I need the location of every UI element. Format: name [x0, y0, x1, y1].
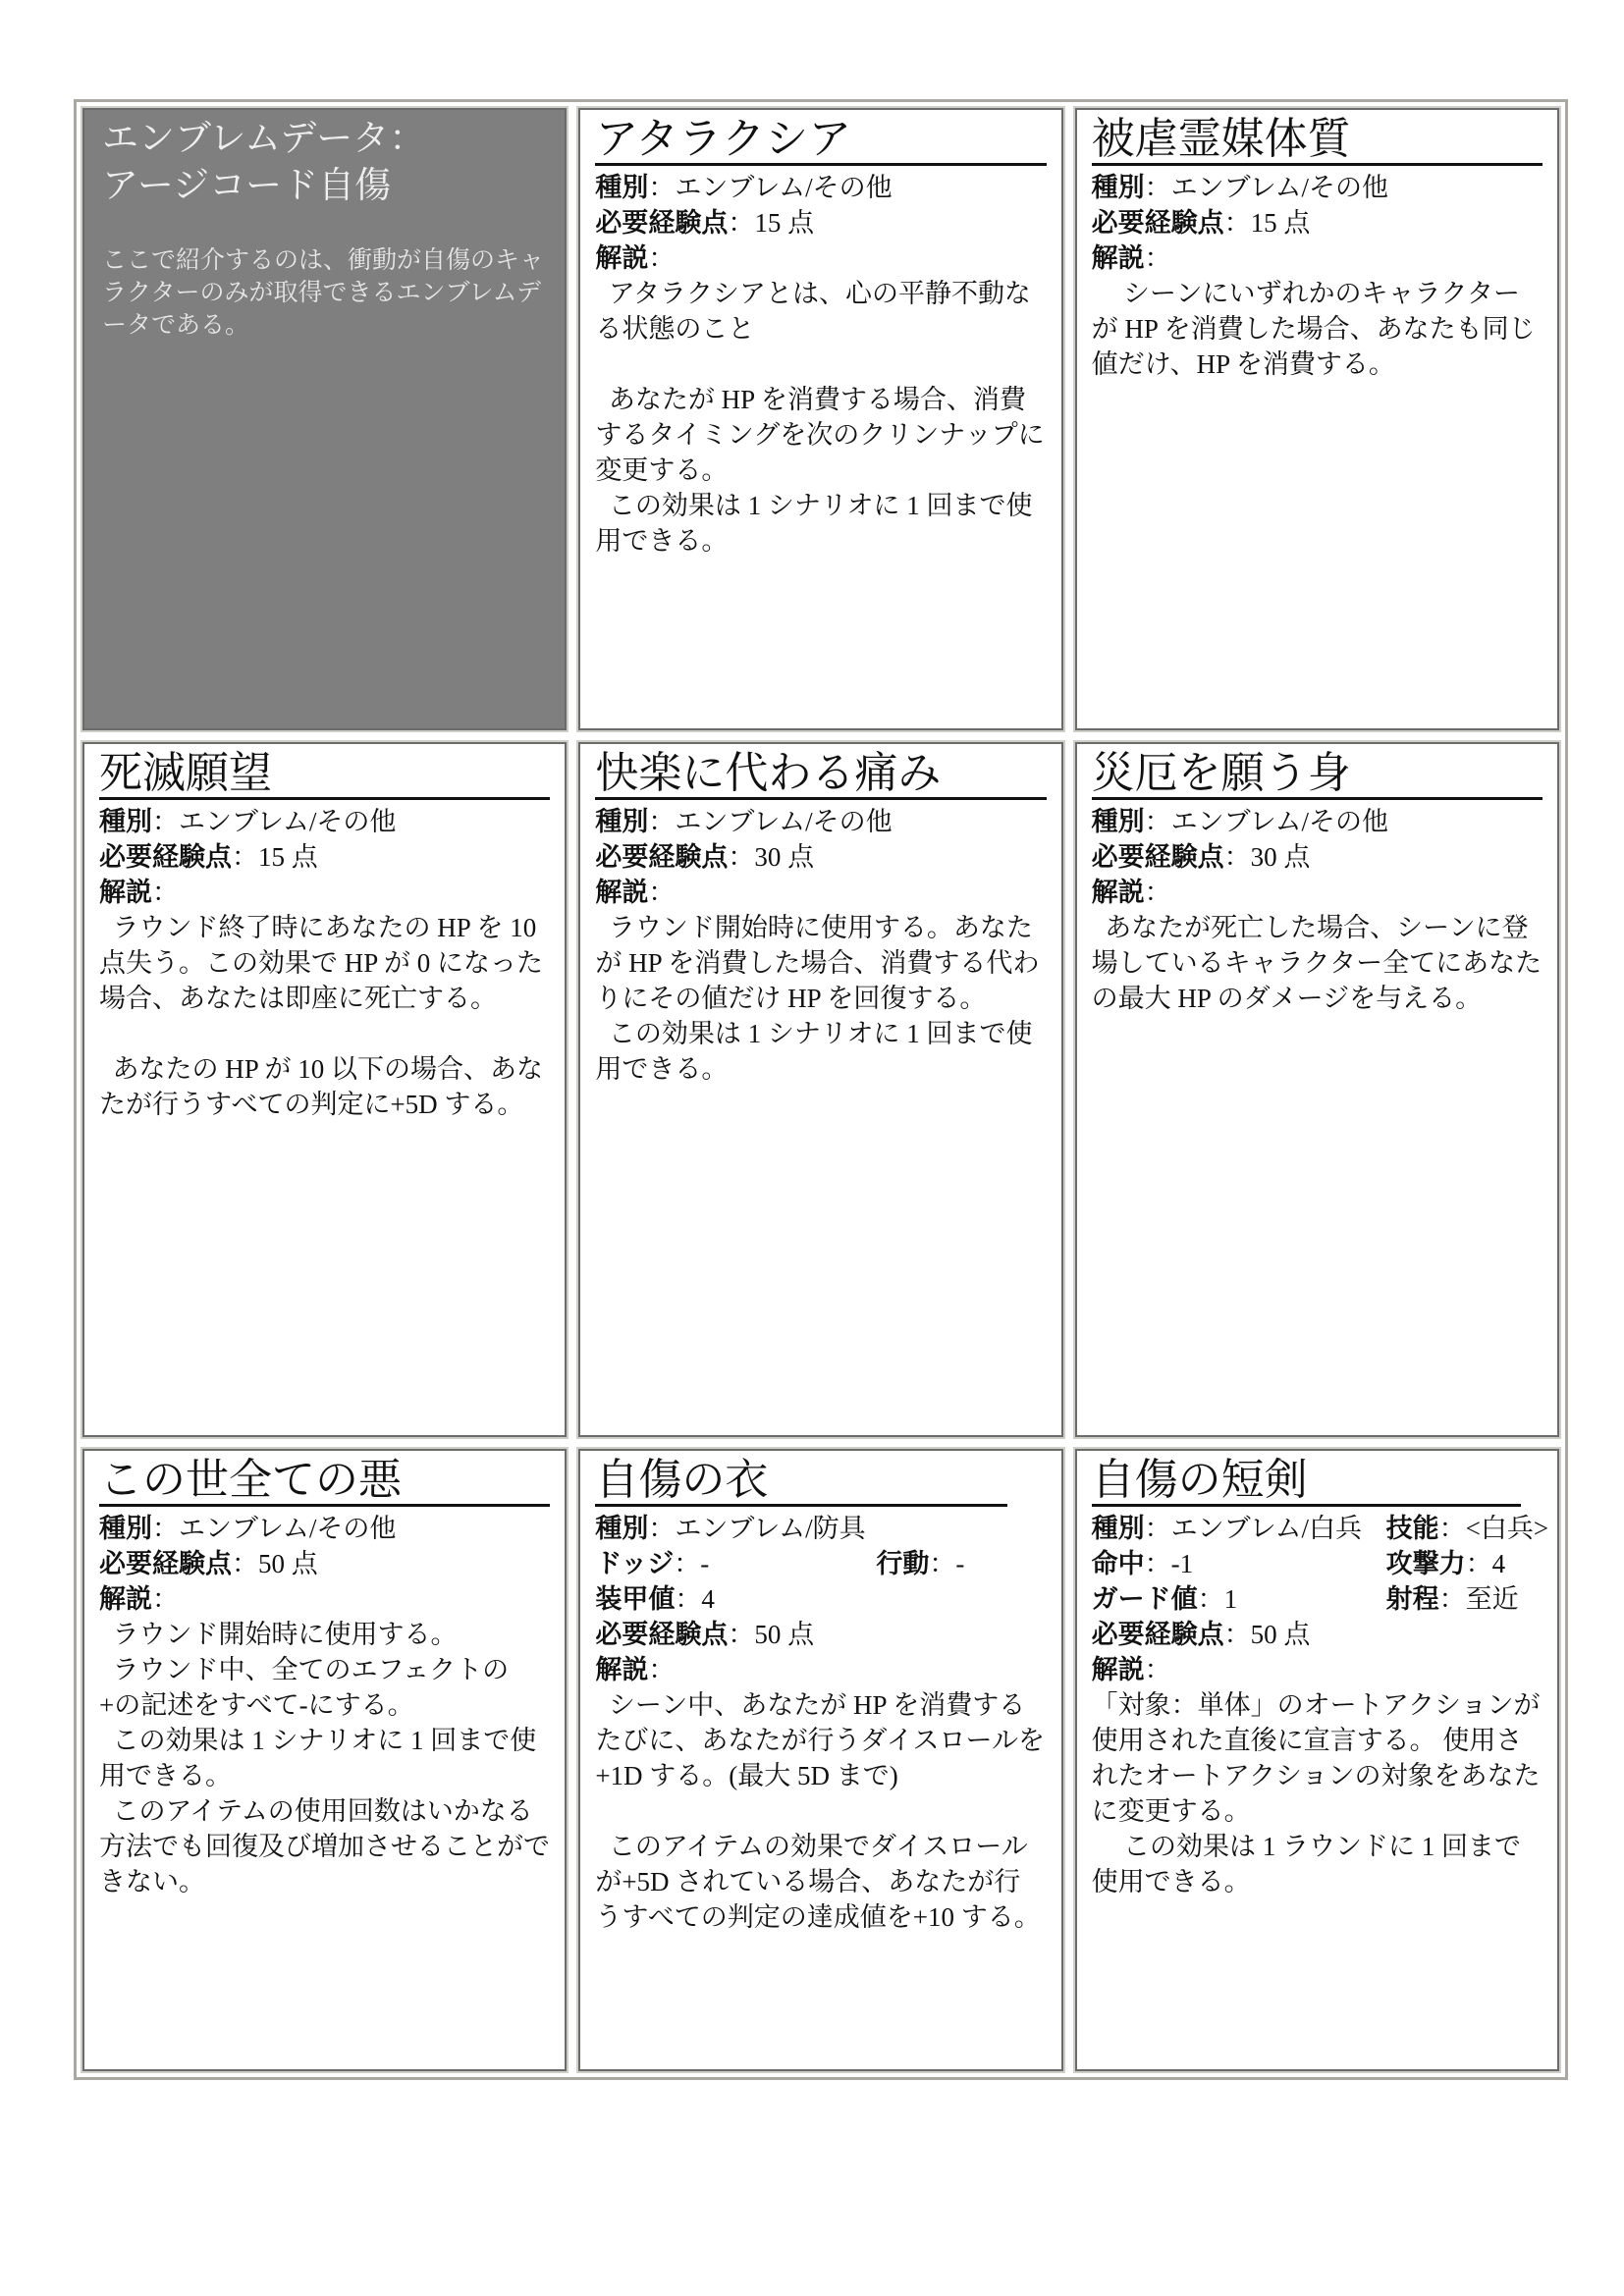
colon: ：: [152, 878, 179, 907]
colon: ：: [1197, 1584, 1224, 1614]
colon: ：: [648, 1514, 676, 1543]
colon: ：: [728, 1620, 755, 1649]
colon: ：: [648, 173, 676, 202]
type-row: [1092, 804, 1543, 839]
description-heading: [595, 875, 1046, 910]
colon: ：: [232, 1549, 258, 1578]
colon: ：: [728, 842, 755, 872]
colon: ：: [152, 1514, 179, 1543]
description-paragraph: シーンにいずれかのキャラクターが HP を消費した場合、あなたも同じ値だけ、HP を消費する。: [1091, 279, 1536, 379]
card-masochist-medium: [1073, 106, 1561, 732]
exp-value: 15 点: [258, 842, 318, 872]
description-heading: [99, 1581, 550, 1617]
description-paragraph: あなたが HP を消費する場合、消費するタイミングを次のクリンナップに変更する。: [595, 385, 1045, 485]
exp-label: 必要経験点: [1091, 842, 1224, 872]
description-paragraph: この効果は 1 ラウンドに 1 回まで使用できる。: [1091, 1832, 1522, 1896]
exp-label: 必要経験点: [99, 842, 232, 872]
colon: ：: [1465, 1549, 1492, 1578]
colon: ：: [1144, 807, 1171, 836]
skill-value: <白兵>: [1465, 1514, 1549, 1543]
description-heading: [1092, 875, 1543, 910]
card-title: 自傷の衣: [595, 1457, 1006, 1507]
guard-range-row: [1092, 1581, 1543, 1617]
colon: ：: [648, 878, 676, 907]
type-row: [595, 804, 1046, 839]
type-label: 種別: [595, 807, 649, 836]
colon: ：: [1438, 1584, 1466, 1614]
colon: ：: [728, 208, 755, 238]
action-stat: [876, 1546, 1046, 1581]
colon: ：: [1223, 208, 1251, 238]
type-value: エンブレム/その他: [1170, 173, 1388, 202]
action-label: 行動: [876, 1549, 930, 1578]
card-title: 災厄を願う身: [1092, 750, 1543, 800]
guard-label: ガード値: [1091, 1584, 1198, 1614]
attack-stat: [1386, 1546, 1543, 1581]
colon: ：: [152, 1584, 179, 1614]
accuracy-value: -1: [1170, 1549, 1194, 1578]
exp-label: 必要経験点: [1091, 1620, 1224, 1649]
exp-row: [1092, 1617, 1543, 1652]
colon: ：: [1223, 842, 1251, 872]
exp-label: 必要経験点: [1091, 208, 1224, 238]
description-paragraph: この効果は 1 シナリオに 1 回まで使用できる。: [99, 1726, 537, 1790]
exp-label: 必要経験点: [99, 1549, 232, 1578]
intro-title-line1: エンブレムデータ：: [102, 119, 426, 159]
description-paragraph: ラウンド終了時にあなたの HP を 10 点失う。この効果で HP が 0 になった場合、あなたは即座に死亡する。: [99, 913, 544, 1013]
exp-value: 50 点: [1250, 1620, 1311, 1649]
colon: ：: [1144, 1549, 1171, 1578]
type-value: エンブレム/その他: [179, 807, 397, 836]
exp-label: 必要経験点: [595, 842, 729, 872]
description-paragraph: ラウンド中、全てのエフェクトの+の記述をすべて-にする。: [99, 1655, 510, 1720]
description-label: 解説: [595, 878, 649, 907]
colon: ：: [1144, 1514, 1171, 1543]
armor-label: 装甲値: [595, 1584, 676, 1614]
colon: ：: [232, 842, 258, 872]
type-row: [595, 170, 1046, 205]
type-label: 種別: [99, 1514, 152, 1543]
description-label: 解説: [595, 243, 649, 273]
description-paragraph: 「対象：単体」のオートアクションが使用された直後に宣言する。 使用されたオートアクションの対象をあなたに変更する。: [1091, 1690, 1541, 1826]
colon: ：: [1144, 1655, 1171, 1684]
exp-row: [1092, 205, 1543, 240]
guard-value: 1: [1223, 1584, 1238, 1614]
card-title: 死滅願望: [99, 750, 550, 800]
exp-label: 必要経験点: [595, 1620, 729, 1649]
attack-value: 4: [1491, 1549, 1506, 1578]
skill-stat: [1386, 1511, 1548, 1546]
card-all-the-evil: [81, 1447, 568, 2073]
exp-row: [595, 1617, 1046, 1652]
type-label: 種別: [1091, 1514, 1145, 1543]
colon: ：: [1144, 243, 1171, 273]
guard-stat: [1092, 1581, 1386, 1617]
type-row: [595, 1511, 1046, 1546]
description-label: 解説: [1091, 243, 1145, 273]
card-title: アタラクシア: [595, 116, 1046, 166]
description-heading: [99, 875, 550, 910]
colon: ：: [675, 1584, 702, 1614]
description-label: 解説: [99, 1584, 152, 1614]
range-label: 射程: [1385, 1584, 1439, 1614]
description-paragraph: アタラクシアとは、心の平静不動なる状態のこと: [595, 279, 1031, 344]
intro-cell: [81, 106, 568, 732]
armor-value: 4: [701, 1584, 715, 1614]
description-label: 解説: [595, 1655, 649, 1684]
accuracy-stat: [1092, 1546, 1386, 1581]
type-value: エンブレム/その他: [1170, 807, 1388, 836]
exp-value: 30 点: [754, 842, 815, 872]
emblem-data-table: [74, 99, 1568, 2080]
exp-label: 必要経験点: [595, 208, 729, 238]
description-paragraph: シーン中、あなたが HP を消費するたびに、あなたが行うダイスロールを+1D する。(最大 5D まで): [595, 1690, 1045, 1790]
type-skill-row: [1091, 1511, 1549, 1546]
description-label: 解説: [1091, 1655, 1145, 1684]
type-value: エンブレム/その他: [675, 173, 893, 202]
exp-row: [99, 839, 550, 875]
colon: ：: [674, 1549, 701, 1578]
colon: ：: [648, 807, 676, 836]
skill-label: 技能: [1385, 1514, 1439, 1543]
armor-row: [595, 1581, 1046, 1617]
colon: ：: [1223, 1620, 1251, 1649]
action-value: -: [955, 1549, 965, 1578]
type-value: エンブレム/その他: [675, 807, 893, 836]
intro-description: ここで紹介するのは、衝動が自傷のキャラクターのみが取得できるエンブレムデータである。: [102, 247, 545, 339]
description-paragraph: ラウンド開始時に使用する。: [112, 1620, 458, 1649]
exp-row: [595, 205, 1046, 240]
card-self-harm-dagger: [1073, 1447, 1561, 2073]
card-title: 自傷の短剣: [1092, 1457, 1521, 1507]
colon: ：: [1144, 878, 1171, 907]
card-self-harm-robe: [576, 1447, 1064, 2073]
description-heading: [595, 240, 1046, 276]
exp-row: [1092, 839, 1543, 875]
accuracy-attack-row: [1092, 1546, 1543, 1581]
dodge-label: ドッジ: [595, 1549, 675, 1578]
type-label: 種別: [99, 807, 152, 836]
description-paragraph: ラウンド開始時に使用する。あなたが HP を消費した場合、消費する代わりにその値だけ HP を回復する。: [595, 913, 1040, 1013]
card-title: この世全ての悪: [99, 1457, 550, 1507]
type-row: [99, 804, 550, 839]
description-heading: [1092, 240, 1543, 276]
description-paragraph: あなたが死亡した場合、シーンに登場しているキャラクター全てにあなたの最大 HP のダメージを与える。: [1091, 913, 1543, 1013]
type-row: [99, 1511, 550, 1546]
type-label: 種別: [1091, 807, 1145, 836]
type-value: エンブレム/防具: [675, 1514, 866, 1543]
description-heading: [595, 1652, 1046, 1687]
description-heading: [1092, 1652, 1543, 1687]
exp-value: 15 点: [754, 208, 815, 238]
type-value: エンブレム/白兵: [1170, 1514, 1362, 1543]
description-paragraph: このアイテムの使用回数はいかなる方法でも回復及び増加させることができない。: [99, 1796, 550, 1896]
colon: ：: [648, 1655, 676, 1684]
colon: ：: [152, 807, 179, 836]
description-paragraph: この効果は 1 シナリオに 1 回まで使用できる。: [595, 491, 1033, 556]
colon: ：: [1438, 1514, 1466, 1543]
exp-value: 15 点: [1250, 208, 1311, 238]
card-death-wish: [81, 740, 568, 1439]
card-pain-for-pleasure: [576, 740, 1064, 1439]
dodge-action-row: [595, 1546, 1046, 1581]
card-ataraxia: [576, 106, 1064, 732]
range-stat: [1386, 1581, 1543, 1617]
exp-value: 50 点: [754, 1620, 815, 1649]
accuracy-label: 命中: [1091, 1549, 1145, 1578]
type-value: エンブレム/その他: [179, 1514, 397, 1543]
type-label: 種別: [595, 1514, 649, 1543]
card-title: 被虐霊媒体質: [1092, 116, 1543, 166]
exp-value: 50 点: [258, 1549, 318, 1578]
description-label: 解説: [1091, 878, 1145, 907]
card-wish-for-calamity: [1073, 740, 1561, 1439]
dodge-value: -: [700, 1549, 710, 1578]
type-label: 種別: [595, 173, 649, 202]
exp-row: [99, 1546, 550, 1581]
card-title: 快楽に代わる痛み: [595, 750, 1046, 800]
description-paragraph: この効果は 1 シナリオに 1 回まで使用できる。: [595, 1019, 1033, 1084]
exp-value: 30 点: [1250, 842, 1311, 872]
description-paragraph: あなたの HP が 10 以下の場合、あなたが行うすべての判定に+5D する。: [99, 1054, 544, 1119]
description-label: 解説: [99, 878, 152, 907]
description-paragraph: このアイテムの効果でダイスロールが+5D されている場合、あなたが行うすべての判定の達成値を+10 する。: [595, 1832, 1041, 1932]
dodge-stat: [595, 1546, 876, 1581]
type-row: [1092, 170, 1543, 205]
type-stat: [1092, 1511, 1386, 1546]
attack-label: 攻撃力: [1385, 1549, 1466, 1578]
range-value: 至近: [1465, 1584, 1519, 1614]
intro-title-line2: アージコード自傷: [102, 166, 392, 206]
colon: ：: [1144, 173, 1171, 202]
type-label: 種別: [1091, 173, 1145, 202]
colon: ：: [929, 1549, 956, 1578]
colon: ：: [648, 243, 676, 273]
exp-row: [595, 839, 1046, 875]
